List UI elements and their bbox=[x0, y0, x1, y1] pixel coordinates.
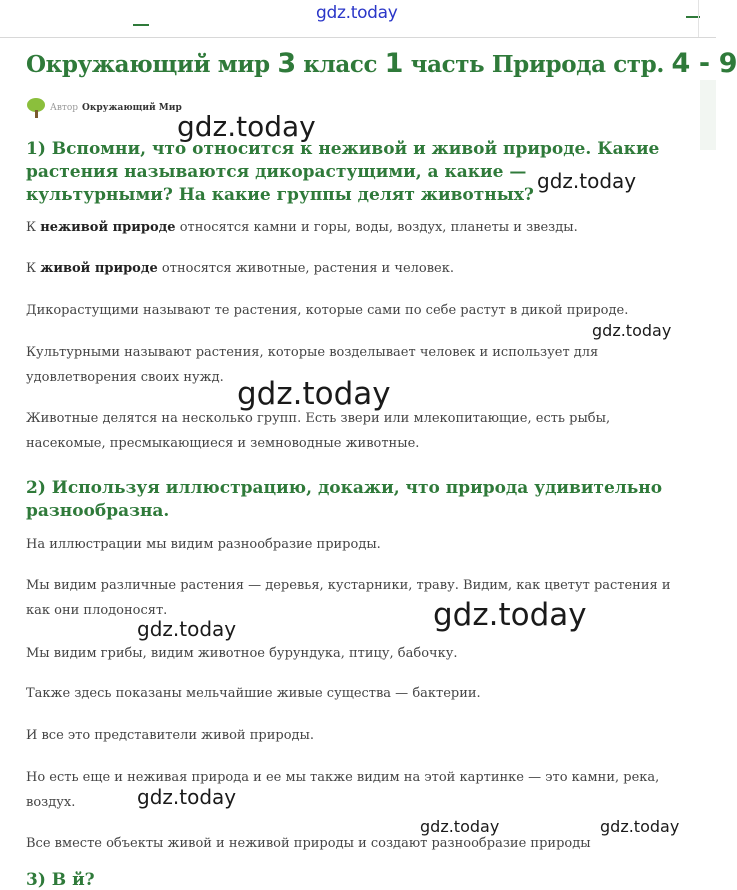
title-mid: класс bbox=[295, 51, 385, 78]
answer-2-p3: Мы видим грибы, видим животное бурундука, птицу, бабочку. bbox=[26, 646, 458, 661]
question-3-heading-partial: 3) В й? bbox=[26, 870, 95, 890]
question-2-heading: 2) Используя иллюстрацию, докажи, что природа удивительно разнообразна. bbox=[26, 478, 663, 521]
watermark: gdz.today bbox=[137, 785, 237, 809]
watermark: gdz.today bbox=[177, 110, 316, 143]
site-logo[interactable]: gdz.today bbox=[316, 3, 398, 23]
watermark: gdz.today bbox=[537, 169, 637, 193]
title-pages: 4 - 9 bbox=[671, 48, 737, 79]
author-label: Автор bbox=[50, 103, 79, 113]
answer-1-p3: Дикорастущими называют те растения, которые сами по себе растут в дикой природе. bbox=[26, 303, 629, 318]
answer-2-p5: И все это представители живой природы. bbox=[26, 728, 315, 743]
page-title bbox=[26, 48, 737, 79]
answer-1-p4: Культурными называют растения, которые возделывает человек и использует для удовлетворения своих нужд. bbox=[26, 345, 599, 385]
watermark: gdz.today bbox=[137, 617, 237, 641]
answer-1-p1: К неживой природе относятся камни и горы, воды, воздух, планеты и звезды. bbox=[26, 220, 578, 235]
watermark: gdz.today bbox=[433, 597, 587, 633]
title-part: 1 bbox=[384, 48, 404, 79]
watermark: gdz.today bbox=[237, 376, 391, 412]
answer-2-p7: Все вместе объекты живой и неживой природы и создают разнообразие природы bbox=[26, 836, 591, 851]
watermark: gdz.today bbox=[592, 321, 672, 340]
answer-1-p5: Животные делятся на несколько групп. Есть звери или млекопитающие, есть рыбы, насекомые, пресмыкающиеся и земноводные животные. bbox=[26, 411, 611, 451]
answer-1-p2: К живой природе относятся животные, растения и человек. bbox=[26, 261, 454, 276]
answer-2-p2: Мы видим различные растения — деревья, кустарники, траву. Видим, как цветут растения и как они плодоносят. bbox=[26, 578, 671, 618]
watermark: gdz.today bbox=[420, 817, 500, 836]
tree-icon bbox=[26, 98, 46, 118]
title-rest: часть Природа стр. bbox=[403, 51, 672, 78]
answer-2-p1: На иллюстрации мы видим разнообразие природы. bbox=[26, 537, 381, 552]
title-grade: 3 bbox=[277, 48, 296, 79]
divider bbox=[698, 0, 699, 38]
sidebar-edge bbox=[700, 80, 716, 150]
watermark: gdz.today bbox=[600, 817, 680, 836]
answer-2-p4: Также здесь показаны мельчайшие живые существа — бактерии. bbox=[26, 686, 481, 701]
title-prefix: Окружающий мир bbox=[26, 51, 278, 78]
nav-dash[interactable] bbox=[133, 24, 149, 26]
question-1-heading: 1) Вспомни, что относится к неживой и живой природе. Какие растения называются дикорастущими, а какие — культурными? На какие группы делят животных? bbox=[26, 139, 660, 205]
answer-2-p6: Но есть еще и неживая природа и ее мы также видим на этой картинке — это камни, река, воздух. bbox=[26, 770, 660, 810]
author-name[interactable]: Окружающий Мир bbox=[82, 103, 182, 113]
author-line bbox=[26, 98, 182, 118]
header-rule bbox=[0, 37, 716, 38]
